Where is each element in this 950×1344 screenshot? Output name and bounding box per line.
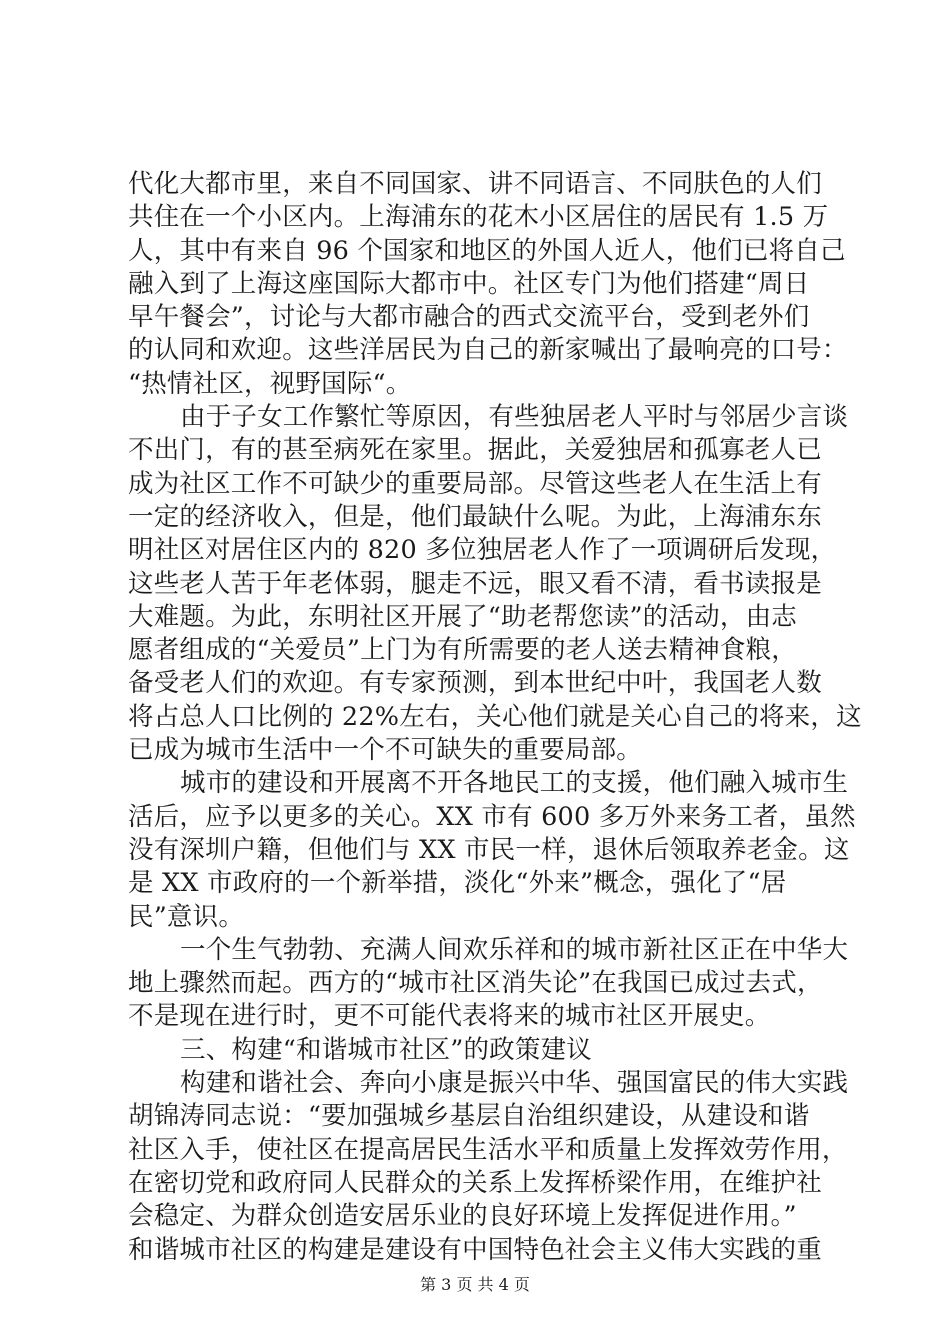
- text-line: 民”意识。: [128, 901, 245, 932]
- text-line: 社区入手，使社区在提高居民生活水平和质量上发挥效劳作用，: [128, 1134, 848, 1165]
- text-line: 备受老人们的欢迎。有专家预测，到本世纪中叶，我国老人数: [128, 668, 822, 699]
- text-line: 共住在一个小区内。上海浦东的花木小区居住的居民有 1.5 万: [128, 202, 829, 233]
- text-line: 的认同和欢迎。这些洋居民为自己的新家喊出了最响亮的口号：: [128, 335, 848, 366]
- text-line: 融入到了上海这座国际大都市中。社区专门为他们搭建“周日: [128, 268, 810, 299]
- text-line: “热情社区，视野国际“。: [128, 368, 412, 399]
- text-line: 代化大都市里，来自不同国家、讲不同语言、不同肤色的人们: [128, 169, 822, 199]
- text-line: 将占总人口比例的 22%左右，关心他们就是关心自己的将来，这: [128, 701, 862, 732]
- text-line: 大难题。为此，东明社区开展了“助老帮您读”的活动，由志: [128, 601, 797, 632]
- text-line: 早午餐会”，讨论与大都市融合的西式交流平台，受到老外们: [128, 302, 810, 333]
- page-footer: 第 3 页 共 4 页: [420, 1275, 530, 1294]
- text-line: 是 XX 市政府的一个新举措，淡化“外来”概念，强化了“居: [128, 868, 787, 899]
- text-line: 一定的经济收入，但是，他们最缺什么呢。为此，上海浦东东: [128, 501, 822, 532]
- text-line: 一个生气勃勃、充满人间欢乐祥和的城市新社区正在中华大: [180, 934, 849, 965]
- text-line: 成为社区工作不可缺少的重要局部。尽管这些老人在生活上有: [128, 468, 822, 499]
- text-line: 愿者组成的“关爱员”上门为有所需要的老人送去精神食粮，: [128, 635, 797, 666]
- text-line: 由于子女工作繁忙等原因，有些独居老人平时与邻居少言谈: [180, 402, 849, 433]
- text-line: 在密切党和政府同人民群众的关系上发挥桥梁作用，在维护社: [128, 1167, 822, 1198]
- text-line: 明社区对居住区内的 820 多位独居老人作了一项调研后发现，: [128, 535, 837, 566]
- text-line: 会稳定、为群众创造安居乐业的良好环境上发挥促进作用。”: [128, 1201, 797, 1232]
- text-line: 胡锦涛同志说：“要加强城乡基层自治组织建设，从建设和谐: [128, 1101, 810, 1132]
- text-line: 地上骤然而起。西方的“城市社区消失论”在我国已成过去式，: [128, 968, 823, 999]
- text-line: 构建和谐社会、奔向小康是振兴中华、强国富民的伟大实践: [180, 1068, 849, 1099]
- text-line: 没有深圳户籍，但他们与 XX 市民一样，退休后领取养老金。这: [128, 834, 850, 865]
- text-line: 三、构建“和谐城市社区”的政策建议: [180, 1034, 592, 1065]
- text-line: 活后，应予以更多的关心。XX 市有 600 多万外来务工者，虽然: [128, 801, 856, 832]
- text-line: 已成为城市生活中一个不可缺失的重要局部。: [128, 735, 643, 766]
- document-body: [128, 168, 862, 1267]
- text-line: 不出门，有的甚至病死在家里。据此，关爱独居和孤寡老人已: [128, 435, 822, 466]
- text-line: 和谐城市社区的构建是建设有中国特色社会主义伟大实践的重: [128, 1234, 822, 1265]
- text-line: 这些老人苦于年老体弱，腿走不远，眼又看不清，看书读报是: [128, 568, 822, 599]
- text-line: 人，其中有来自 96 个国家和地区的外国人近人，他们已将自己: [128, 235, 846, 266]
- text-line: 城市的建设和开展离不开各地民工的支援，他们融入城市生: [180, 768, 849, 799]
- text-line: 不是现在进行时，更不可能代表将来的城市社区开展史。: [128, 1001, 771, 1032]
